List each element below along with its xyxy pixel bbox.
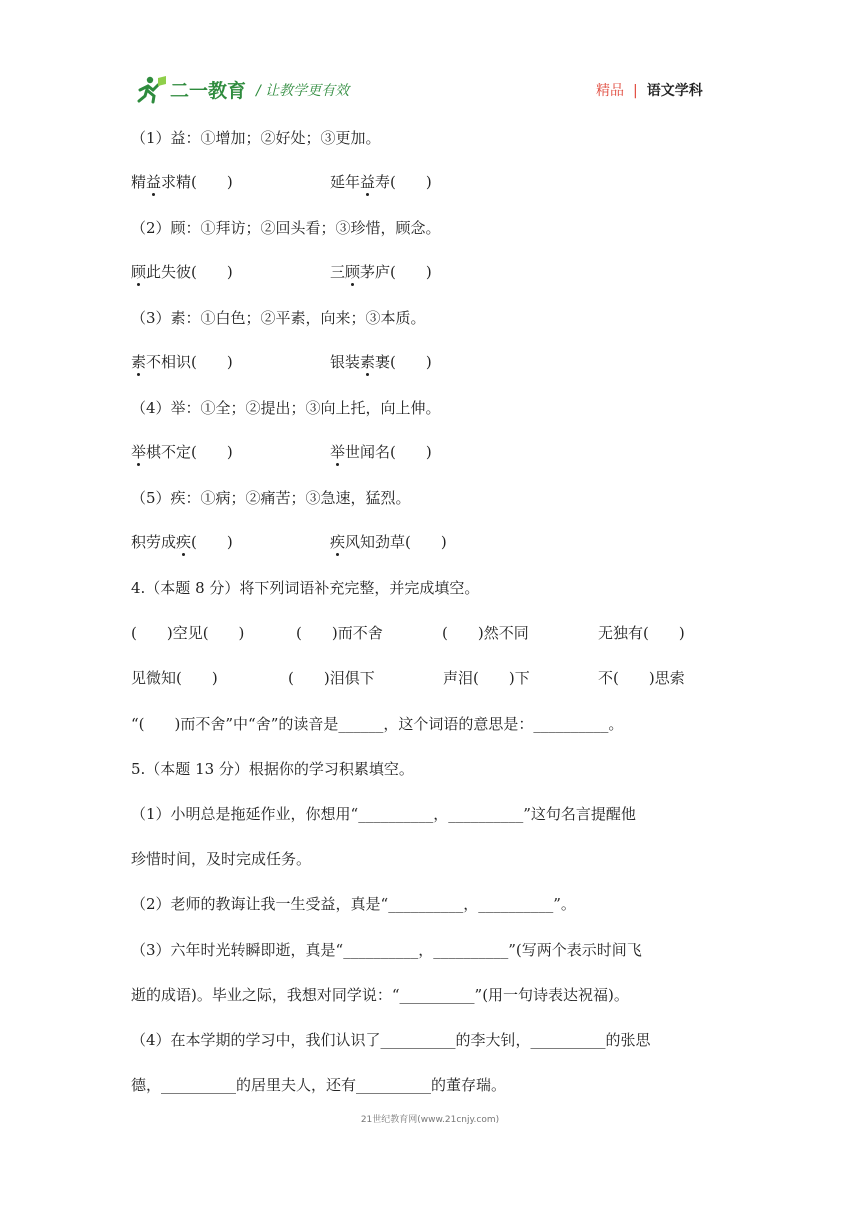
q5-line: （3）六年时光转瞬即逝，真是“__________，__________”(写两个表示时间飞 <box>131 941 642 959</box>
q3-words-5 <box>131 531 447 553</box>
runner-icon <box>139 76 166 102</box>
badge-premium: 精品 <box>596 83 624 99</box>
q3-def-1: （1）益：①增加；②好处；③更加。 <box>131 129 381 147</box>
logo <box>136 74 248 104</box>
footer: 21世纪教育网(www.21cnjy.com) <box>360 1115 500 1125</box>
badge-separator: | <box>633 83 638 99</box>
word-a: 积劳成疾( ) <box>131 533 233 551</box>
q4-fill-line: “( )而不舍”中“舍”的读音是______，这个词语的意思是：__________。 <box>131 715 624 733</box>
word-b: 三顾茅庐( ) <box>330 263 432 281</box>
subject-badge <box>596 80 703 100</box>
q3-words-4 <box>131 441 432 463</box>
q4-blank-word: 无独有( ) <box>598 624 685 642</box>
word-b: 延年益寿( ) <box>330 173 432 191</box>
q5-line: 珍惜时间，及时完成任务。 <box>131 850 312 868</box>
q3-words-3 <box>131 351 432 373</box>
q4-blank-word: ( )泪俱下 <box>288 669 375 687</box>
q4-blank-word: ( )空见( ) <box>131 624 245 642</box>
q3-def-2: （2）顾：①拜访；②回头看；③珍惜，顾念。 <box>131 219 441 237</box>
q4-blank-word: 声泪( )下 <box>443 669 530 687</box>
q5-line: 逝的成语)。毕业之际，我想对同学说：“__________”(用一句诗表达祝福)。 <box>131 986 629 1004</box>
word-b: 银装素裹( ) <box>330 353 432 371</box>
q4-title: 4.（本题 8 分）将下列词语补充完整，并完成填空。 <box>131 579 480 597</box>
word-b: 疾风知劲草( ) <box>330 533 447 551</box>
q5-line: （2）老师的教诲让我一生受益，真是“__________，__________”。 <box>131 895 576 913</box>
q5-line: （1）小明总是拖延作业，你想用“__________，__________”这句名言提醒他 <box>131 805 636 823</box>
q5-line: 德，__________的居里夫人，还有__________的董存瑞。 <box>131 1076 507 1094</box>
word-a: 素不相识( ) <box>131 353 233 371</box>
slogan: / 让教学更有效 <box>256 83 350 99</box>
q5-line: （4）在本学期的学习中，我们认识了__________的李大钊，__________的张思 <box>131 1031 651 1049</box>
q3-def-4: （4）举：①全；②提出；③向上托，向上伸。 <box>131 399 441 417</box>
q4-blank-word: 见微知( ) <box>131 669 218 687</box>
word-a: 顾此失彼( ) <box>131 263 233 281</box>
q5-title: 5.（本题 13 分）根据你的学习积累填空。 <box>131 760 414 778</box>
q3-words-1 <box>131 171 432 193</box>
q3-def-5: （5）疾：①病；②痛苦；③急速，猛烈。 <box>131 489 411 507</box>
badge-subject: 语文学科 <box>646 83 703 99</box>
logo-text: 二一教育 <box>170 80 247 102</box>
word-b: 举世闻名( ) <box>330 443 432 461</box>
q4-blank-word: 不( )思索 <box>598 669 685 687</box>
q4-blank-word: ( )而不舍 <box>296 624 383 642</box>
q4-blank-word: ( )然不同 <box>442 624 529 642</box>
word-a: 举棋不定( ) <box>131 443 233 461</box>
word-a: 精益求精( ) <box>131 173 233 191</box>
q3-words-2 <box>131 261 432 283</box>
q3-def-3: （3）素：①白色；②平素，向来；③本质。 <box>131 309 426 327</box>
